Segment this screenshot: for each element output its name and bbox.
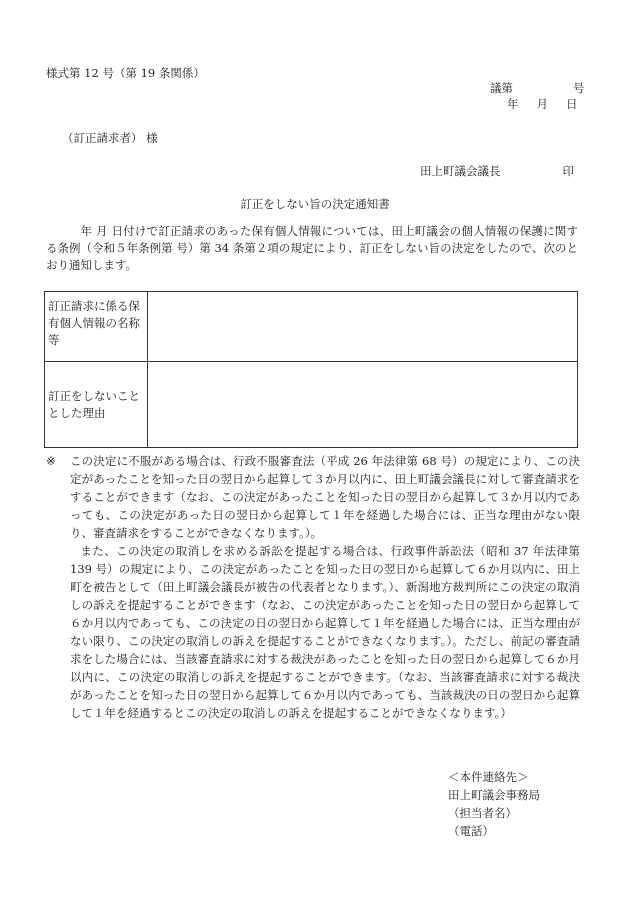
note-1 bbox=[46, 452, 580, 542]
note-1-text: この決定に不服がある場合は、行政不服審査法（平成 26 年法律第 68 号）の規定により、この決定があったことを知った日の翌日から起算して３か月以内に、田上町議会議長に対して審査請求をすることができます（なお、この決定があったことを知った日の翌日から起算して３か月以内であっても、この決定があった日の翌日から起算して１年を経過した場合には、正当な理由がない限り、審査請求をすることができなくなります。）。 bbox=[70, 454, 580, 540]
table-row bbox=[45, 292, 578, 362]
date-year: 年 bbox=[507, 97, 519, 111]
document-number bbox=[490, 81, 585, 95]
date-month: 月 bbox=[536, 97, 548, 111]
date-day: 日 bbox=[566, 97, 578, 111]
note-2-text: また、この決定の取消しを求める訴訟を提起する場合は、行政事件訴訟法（昭和 37 年法律第 139 号）の規定により、この決定があったことを知った日の翌日から起算して６か月以内に、田上町を被告として（田上町議会議長が被告の代表者となります。）、新潟地方裁判所にこの決定の取消しの訴えを提起することができます（なお、この決定があったことを知った日の翌日から起算して６か月以内であっても、この決定の日の翌日から起算して１年を経過した場合には、正当な理由がない限り、この決定の取消しの訴えを提起することができなくなります。）。ただし、前記の審査請求をした場合には、当該審査請求に対する裁決があったことを知った日の翌日から起算して６か月以内に、この決定の取消しの訴えを提起することができます。（なお、当該審査請求に対する裁決があったことを知った日の翌日から起算して６か月以内であっても、当該裁決の日の翌日から起算して１年を経過するとこの決定の取消しの訴えを提起することができなくなります。） bbox=[70, 544, 580, 720]
body-paragraph bbox=[46, 223, 578, 274]
contact-phone: （電話） bbox=[448, 824, 494, 838]
contact-person: （担当者名） bbox=[448, 806, 517, 820]
contact-block bbox=[448, 768, 540, 840]
seal-mark: 印 bbox=[562, 164, 574, 178]
issuer-name: 田上町議会議長 bbox=[420, 164, 501, 178]
notes-section bbox=[46, 452, 580, 722]
row2-value bbox=[148, 362, 578, 448]
document-number-prefix: 議第 bbox=[490, 81, 513, 95]
issuer bbox=[420, 164, 574, 178]
form-number: 様式第 12 号（第 19 条関係） bbox=[46, 66, 205, 80]
note-mark: ※ bbox=[46, 454, 56, 468]
row2-label: 訂正をしないこととした理由 bbox=[45, 362, 148, 448]
document-title: 訂正をしない旨の決定通知書 bbox=[240, 197, 390, 211]
row1-label: 訂正請求に係る保有個人情報の名称等 bbox=[45, 292, 148, 362]
table-row bbox=[45, 362, 578, 448]
issue-date bbox=[507, 97, 578, 111]
info-table bbox=[44, 291, 578, 448]
requester-name: （訂正請求者） 様 bbox=[62, 131, 158, 145]
contact-heading: ＜本件連絡先＞ bbox=[448, 770, 529, 784]
body-text: 年 月 日付けで訂正請求のあった保有個人情報については、田上町議会の個人情報の保護に関する条例（令和５年条例第 号）第 34 条第２項の規定により、訂正をしない旨の決定をしたので、次のとおり通知します。 bbox=[46, 224, 578, 272]
contact-office: 田上町議会事務局 bbox=[448, 788, 540, 802]
row1-value bbox=[148, 292, 578, 362]
document-number-suffix: 号 bbox=[573, 81, 585, 95]
